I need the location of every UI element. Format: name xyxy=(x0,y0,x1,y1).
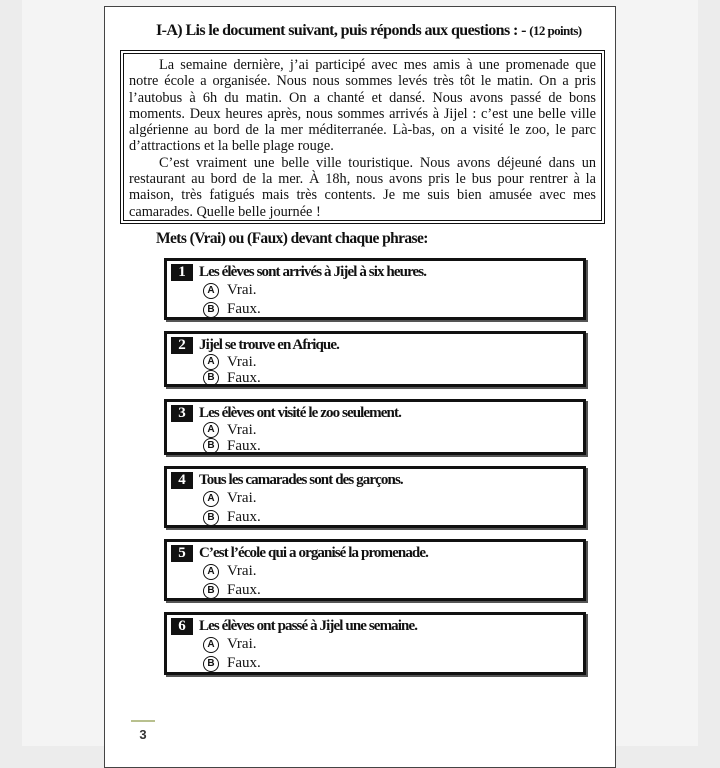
option-a-circle-icon[interactable]: A xyxy=(203,564,219,580)
question-number: 3 xyxy=(171,405,193,422)
option-a[interactable] xyxy=(203,489,583,508)
question-text: Jijel se trouve en Afrique. xyxy=(199,336,339,353)
option-a[interactable] xyxy=(203,562,583,581)
option-a-circle-icon[interactable]: A xyxy=(203,422,219,438)
option-a-circle-icon[interactable]: A xyxy=(203,637,219,653)
question-text: Les élèves ont passé à Jijel une semaine. xyxy=(199,617,418,634)
question-number: 6 xyxy=(171,618,193,635)
section-points: (12 points) xyxy=(529,23,582,38)
option-a-label: Vrai. xyxy=(227,282,257,298)
option-b-circle-icon[interactable]: B xyxy=(203,370,219,386)
question-text: Tous les camarades sont des garçons. xyxy=(199,471,403,488)
option-a[interactable] xyxy=(203,281,583,300)
option-b[interactable] xyxy=(203,581,583,600)
question-text: Les élèves ont visité le zoo seulement. xyxy=(199,404,401,421)
section-heading xyxy=(156,22,582,40)
option-a-label: Vrai. xyxy=(227,636,257,652)
instruction: Mets (Vrai) ou (Faux) devant chaque phrase: xyxy=(156,230,428,247)
option-b[interactable] xyxy=(203,300,583,319)
question-box-6 xyxy=(164,612,586,675)
option-b[interactable] xyxy=(203,370,583,386)
question-box-1 xyxy=(164,258,586,320)
option-a-circle-icon[interactable]: A xyxy=(203,354,219,370)
option-a[interactable] xyxy=(203,354,583,370)
option-b-label: Faux. xyxy=(227,509,261,525)
question-box-3 xyxy=(164,399,586,455)
question-number: 2 xyxy=(171,337,193,354)
option-b[interactable] xyxy=(203,438,583,454)
option-a-circle-icon[interactable]: A xyxy=(203,283,219,299)
option-b-label: Faux. xyxy=(227,437,261,454)
option-b-circle-icon[interactable]: B xyxy=(203,510,219,526)
section-title: I-A) Lis le document suivant, puis réponds aux questions : - xyxy=(156,22,526,39)
option-a[interactable] xyxy=(203,422,583,438)
option-b[interactable] xyxy=(203,508,583,527)
option-b-label: Faux. xyxy=(227,369,261,386)
reading-passage xyxy=(120,50,605,224)
question-box-2 xyxy=(164,331,586,387)
question-number: 4 xyxy=(171,472,193,489)
option-b[interactable] xyxy=(203,654,583,673)
question-number: 5 xyxy=(171,545,193,562)
option-b-circle-icon[interactable]: B xyxy=(203,583,219,599)
option-b-label: Faux. xyxy=(227,301,261,317)
option-a-label: Vrai. xyxy=(227,490,257,506)
option-b-circle-icon[interactable]: B xyxy=(203,438,219,454)
option-b-label: Faux. xyxy=(227,582,261,598)
option-a-label: Vrai. xyxy=(227,563,257,579)
option-a-label: Vrai. xyxy=(227,353,257,370)
question-box-4 xyxy=(164,466,586,528)
question-text: C’est l’école qui a organisé la promenade. xyxy=(199,544,428,561)
page-number: 3 xyxy=(131,720,155,746)
question-text: Les élèves sont arrivés à Jijel à six heures. xyxy=(199,263,427,280)
option-b-label: Faux. xyxy=(227,655,261,671)
passage-paragraph-2: C’est vraiment une belle ville touristique. Nous avons déjeuné dans un restaurant au bord de la mer. À 18h, nous avons pris le bus pour rentrer à la maison, très fatigués mais très contents. Je me suis bien amusée avec mes camarades. Quelle belle journée ! xyxy=(129,154,596,220)
question-number: 1 xyxy=(171,264,193,281)
option-a-label: Vrai. xyxy=(227,421,257,438)
passage-paragraph-1: La semaine dernière, j’ai participé avec mes amis à une promenade que notre école a organisée. Nous nous sommes levés très tôt le matin. On a pris l’autobus à 6h du matin. On a chanté et dansé. Nous avons passé de bons moments. Deux heures après, nous sommes arrivés à Jijel : c’est une belle ville algérienne au bord de la mer méditerranée. Là-bas, on a visité le zoo, le parc d’attractions et la belle plage rouge. xyxy=(129,57,596,155)
question-box-5 xyxy=(164,539,586,601)
option-b-circle-icon[interactable]: B xyxy=(203,302,219,318)
option-b-circle-icon[interactable]: B xyxy=(203,656,219,672)
option-a-circle-icon[interactable]: A xyxy=(203,491,219,507)
option-a[interactable] xyxy=(203,635,583,654)
